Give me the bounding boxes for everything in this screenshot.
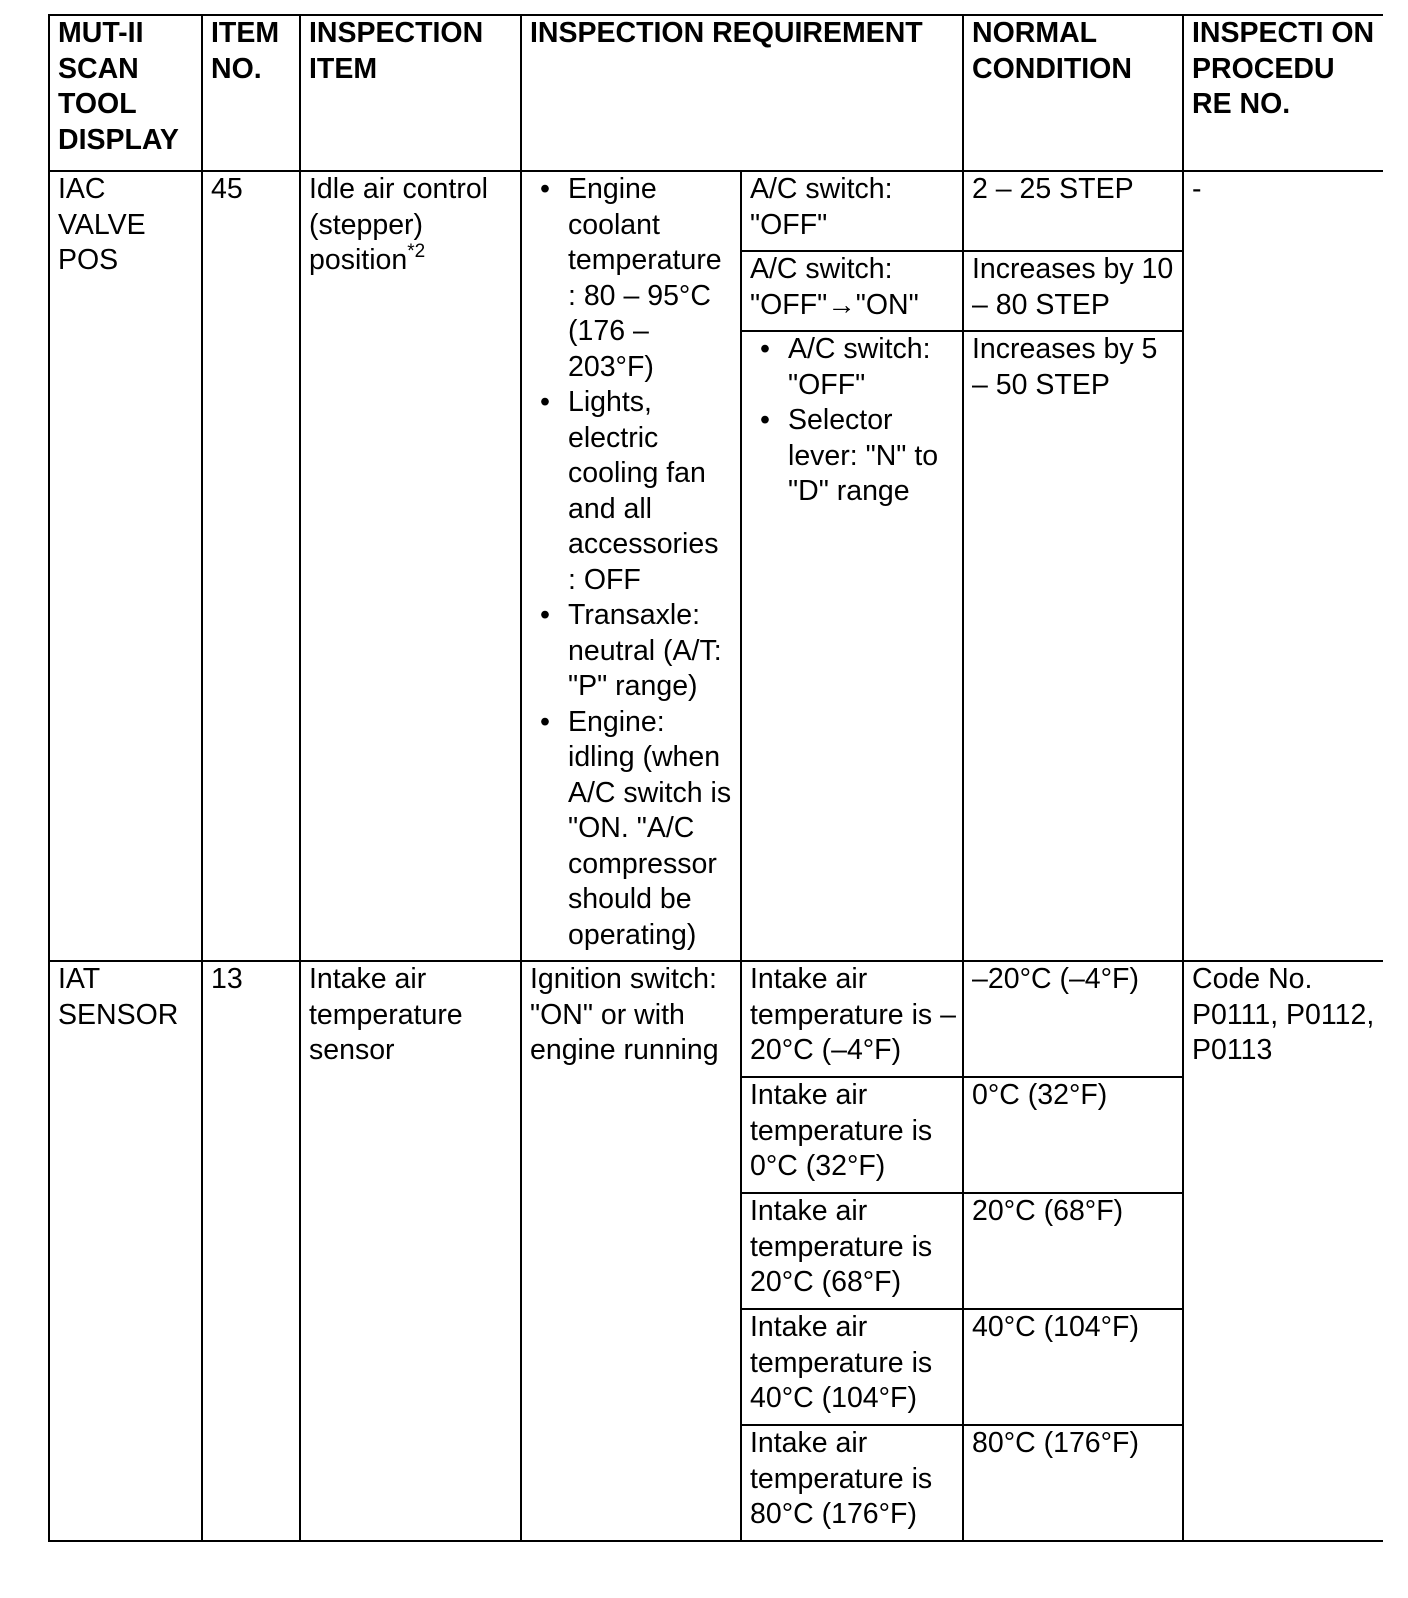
iac-sub-req: A/C switch: "OFF"→"ON" [741,251,963,331]
iac-sub-normal: Increases by 5 – 50 STEP [963,331,1183,961]
header-row [49,15,1383,171]
list-item: • Selector lever: "N" to "D" range [750,403,956,510]
iat-sub-normal: 80°C (176°F) [963,1425,1183,1541]
header-procedure: INSPECTI ON PROCEDU RE NO. [1183,15,1383,171]
iac-conditions [521,171,741,961]
header-item: INSPECTION ITEM [300,15,521,171]
iac-sub-normal: 2 – 25 STEP [963,171,1183,251]
list-item: • A/C switch: "OFF" [750,332,956,403]
iat-sub-req: Intake air temperature is –20°C (–4°F) [741,961,963,1077]
table-row [49,961,1383,1077]
header-normal: NORMAL CONDITION [963,15,1183,171]
list-item: • Transaxle: neutral (A/T: "P" range) [530,598,734,705]
iat-sub-req: Intake air temperature is 20°C (68°F) [741,1193,963,1309]
iat-item: Intake air temperature sensor [300,961,521,1541]
iat-sub-req: Intake air temperature is 40°C (104°F) [741,1309,963,1425]
iat-sub-normal: 40°C (104°F) [963,1309,1183,1425]
list-item: • Engine coolant temperature : 80 – 95°C (176 – 203°F) [530,172,734,385]
iac-item-text: Idle air control (stepper) position [309,173,489,276]
iat-requirement: Ignition switch: "ON" or with engine running [521,961,741,1541]
iat-sub-normal: –20°C (–4°F) [963,961,1183,1077]
iac-display: IAC VALVE POS [49,171,202,961]
iac-sub-req [741,331,963,961]
iac-item [300,171,521,961]
iat-sub-req: Intake air temperature is 80°C (176°F) [741,1425,963,1541]
iac-procedure: - [1183,171,1383,961]
iat-item-no: 13 [202,961,300,1541]
iac-sub-normal: Increases by 10 – 80 STEP [963,251,1183,331]
header-item-no: ITEM NO. [202,15,300,171]
header-requirement: INSPECTION REQUIREMENT [521,15,963,171]
list-item: • Lights, electric cooling fan and all accessories : OFF [530,385,734,598]
list-item: • Engine: idling (when A/C switch is "ON. "A/C compressor should be operating) [530,705,734,954]
iac-sub-req: A/C switch: "OFF" [741,171,963,251]
iat-sub-normal: 0°C (32°F) [963,1077,1183,1193]
iat-sub-req: Intake air temperature is 0°C (32°F) [741,1077,963,1193]
iac-item-no: 45 [202,171,300,961]
table-row [49,171,1383,251]
iac-item-footnote: *2 [407,240,426,262]
iat-procedure: Code No. P0111, P0112, P0113 [1183,961,1383,1541]
inspection-table [48,14,1383,1542]
iat-display: IAT SENSOR [49,961,202,1541]
header-display: MUT-II SCAN TOOL DISPLAY [49,15,202,171]
iat-sub-normal: 20°C (68°F) [963,1193,1183,1309]
